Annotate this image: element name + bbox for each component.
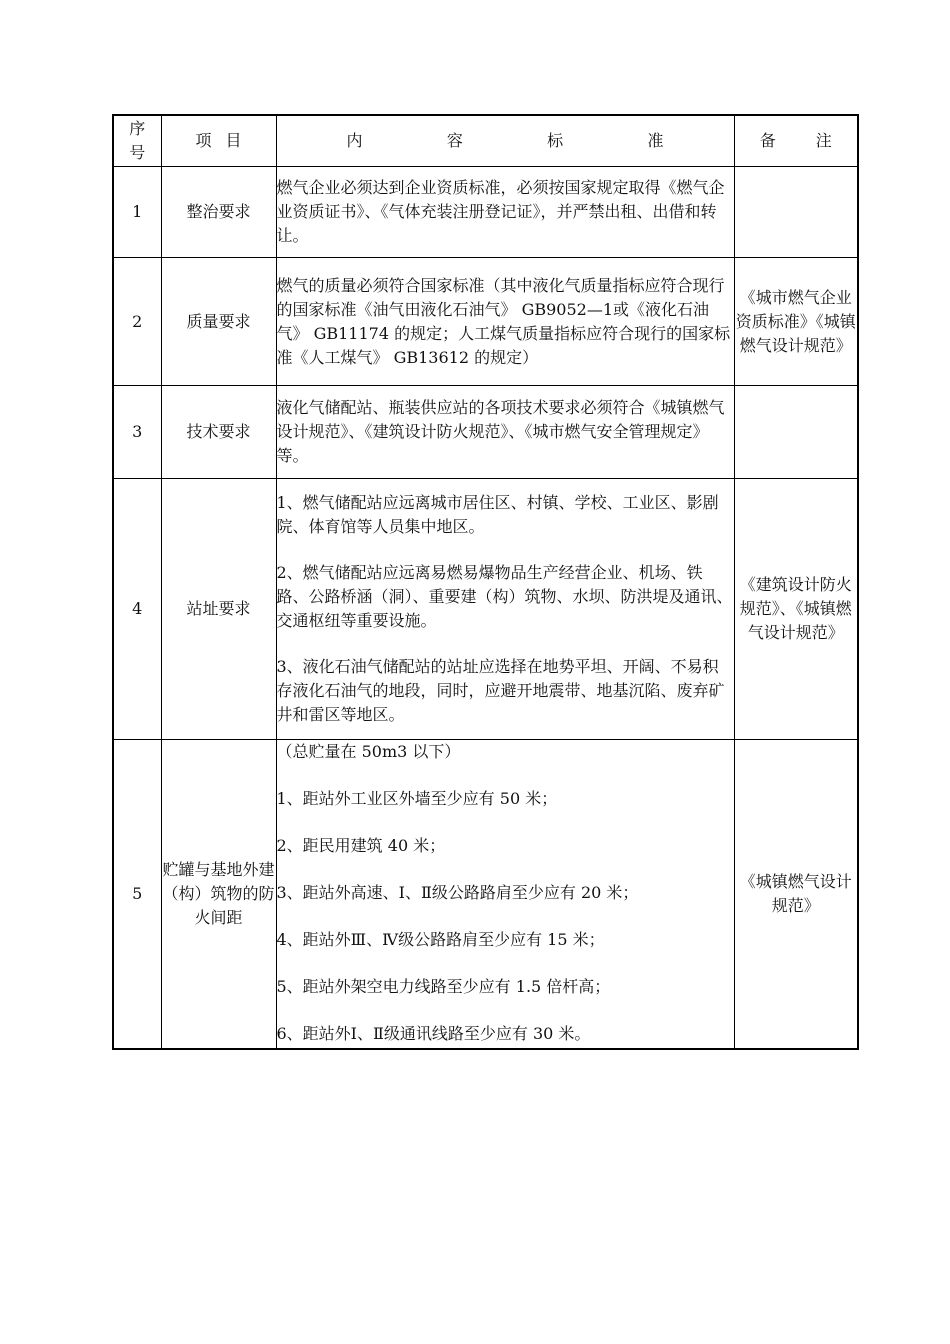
- content-paragraph: 2、燃气储配站应远离易燃易爆物品生产经营企业、机场、铁路、公路桥涵（洞）、重要建（构）筑物、水坝、防洪堤及通讯、交通枢纽等重要设施。: [276, 563, 733, 630]
- content-paragraph: 1、距站外工业区外墙至少应有 50 米；: [276, 789, 558, 808]
- row-item: 站址要求: [161, 479, 276, 740]
- content-paragraph: 4、距站外Ⅲ、Ⅳ级公路路肩至少应有 15 米；: [276, 930, 605, 949]
- row-note: 《建筑设计防火规范》、《城镇燃气设计规范》: [734, 479, 858, 740]
- header-note-char: 备: [759, 131, 776, 150]
- row-content: [276, 386, 734, 479]
- content-paragraph: 燃气的质量必须符合国家标准（其中液化气质量指标应符合现行的国家标准《油气田液化石油气》 GB9052—1或《液化石油气》 GB11174 的规定；人工煤气质量指标应符合现行的国家标准《人工煤气》 GB13612 的规定）: [276, 275, 731, 367]
- row-item: 整治要求: [161, 167, 276, 258]
- content-paragraph: （总贮量在 50m3 以下）: [276, 742, 461, 761]
- header-content-char: 准: [647, 131, 664, 150]
- content-paragraph: 6、距站外Ⅰ、Ⅱ级通讯线路至少应有 30 米。: [276, 1024, 591, 1043]
- header-content-char: 内: [346, 131, 363, 150]
- table-row: [113, 740, 858, 1050]
- content-paragraph: 3、液化石油气储配站的站址应选择在地势平坦、开阔、不易积存液化石油气的地段，同时，应避开地震带、地基沉陷、废弃矿井和雷区等地区。: [276, 657, 725, 724]
- header-item-char: 目: [225, 131, 242, 150]
- header-no: [113, 115, 161, 167]
- row-content: [276, 479, 734, 740]
- content-paragraph: 2、距民用建筑 40 米；: [276, 836, 446, 855]
- table-row: [113, 479, 858, 740]
- header-content: [276, 115, 734, 167]
- row-content: [276, 740, 734, 1050]
- row-note: 《城镇燃气设计规范》: [734, 740, 858, 1050]
- row-number: 1: [113, 167, 161, 258]
- header-row: [113, 115, 858, 167]
- header-content-char: 标: [547, 131, 564, 150]
- table-row: [113, 167, 858, 258]
- row-number: 2: [113, 258, 161, 386]
- content-paragraph: 燃气企业必须达到企业资质标准，必须按国家规定取得《燃气企业资质证书》、《气体充装注册登记证》，并严禁出租、出借和转让。: [276, 178, 725, 245]
- table-row: [113, 258, 858, 386]
- row-number: 4: [113, 479, 161, 740]
- standards-table: [112, 114, 859, 1050]
- header-item: [161, 115, 276, 167]
- row-content: [276, 167, 734, 258]
- content-paragraph: 液化气储配站、瓶装供应站的各项技术要求必须符合《城镇燃气设计规范》、《建筑设计防火规范》、《城市燃气安全管理规定》等。: [276, 398, 725, 465]
- row-note: 《城市燃气企业资质标准》《城镇燃气设计规范》: [734, 258, 858, 386]
- row-content: [276, 258, 734, 386]
- row-number: 5: [113, 740, 161, 1050]
- content-paragraph: 3、距站外高速、Ⅰ、Ⅱ级公路路肩至少应有 20 米；: [276, 883, 639, 902]
- row-item: 贮罐与基地外建（构）筑物的防火间距: [161, 740, 276, 1050]
- header-item-char: 项: [195, 131, 212, 150]
- content-paragraph: 1、燃气储配站应远离城市居住区、村镇、学校、工业区、影剧院、体育馆等人员集中地区。: [276, 493, 719, 536]
- row-note: [734, 167, 858, 258]
- header-no-label: 序号: [129, 119, 146, 162]
- row-item: 技术要求: [161, 386, 276, 479]
- row-number: 3: [113, 386, 161, 479]
- row-item: 质量要求: [161, 258, 276, 386]
- table-row: [113, 386, 858, 479]
- header-content-char: 容: [446, 131, 463, 150]
- content-paragraph: 5、距站外架空电力线路至少应有 1.5 倍杆高；: [276, 977, 611, 996]
- row-note: [734, 386, 858, 479]
- header-note: [734, 115, 858, 167]
- header-note-char: 注: [815, 131, 832, 150]
